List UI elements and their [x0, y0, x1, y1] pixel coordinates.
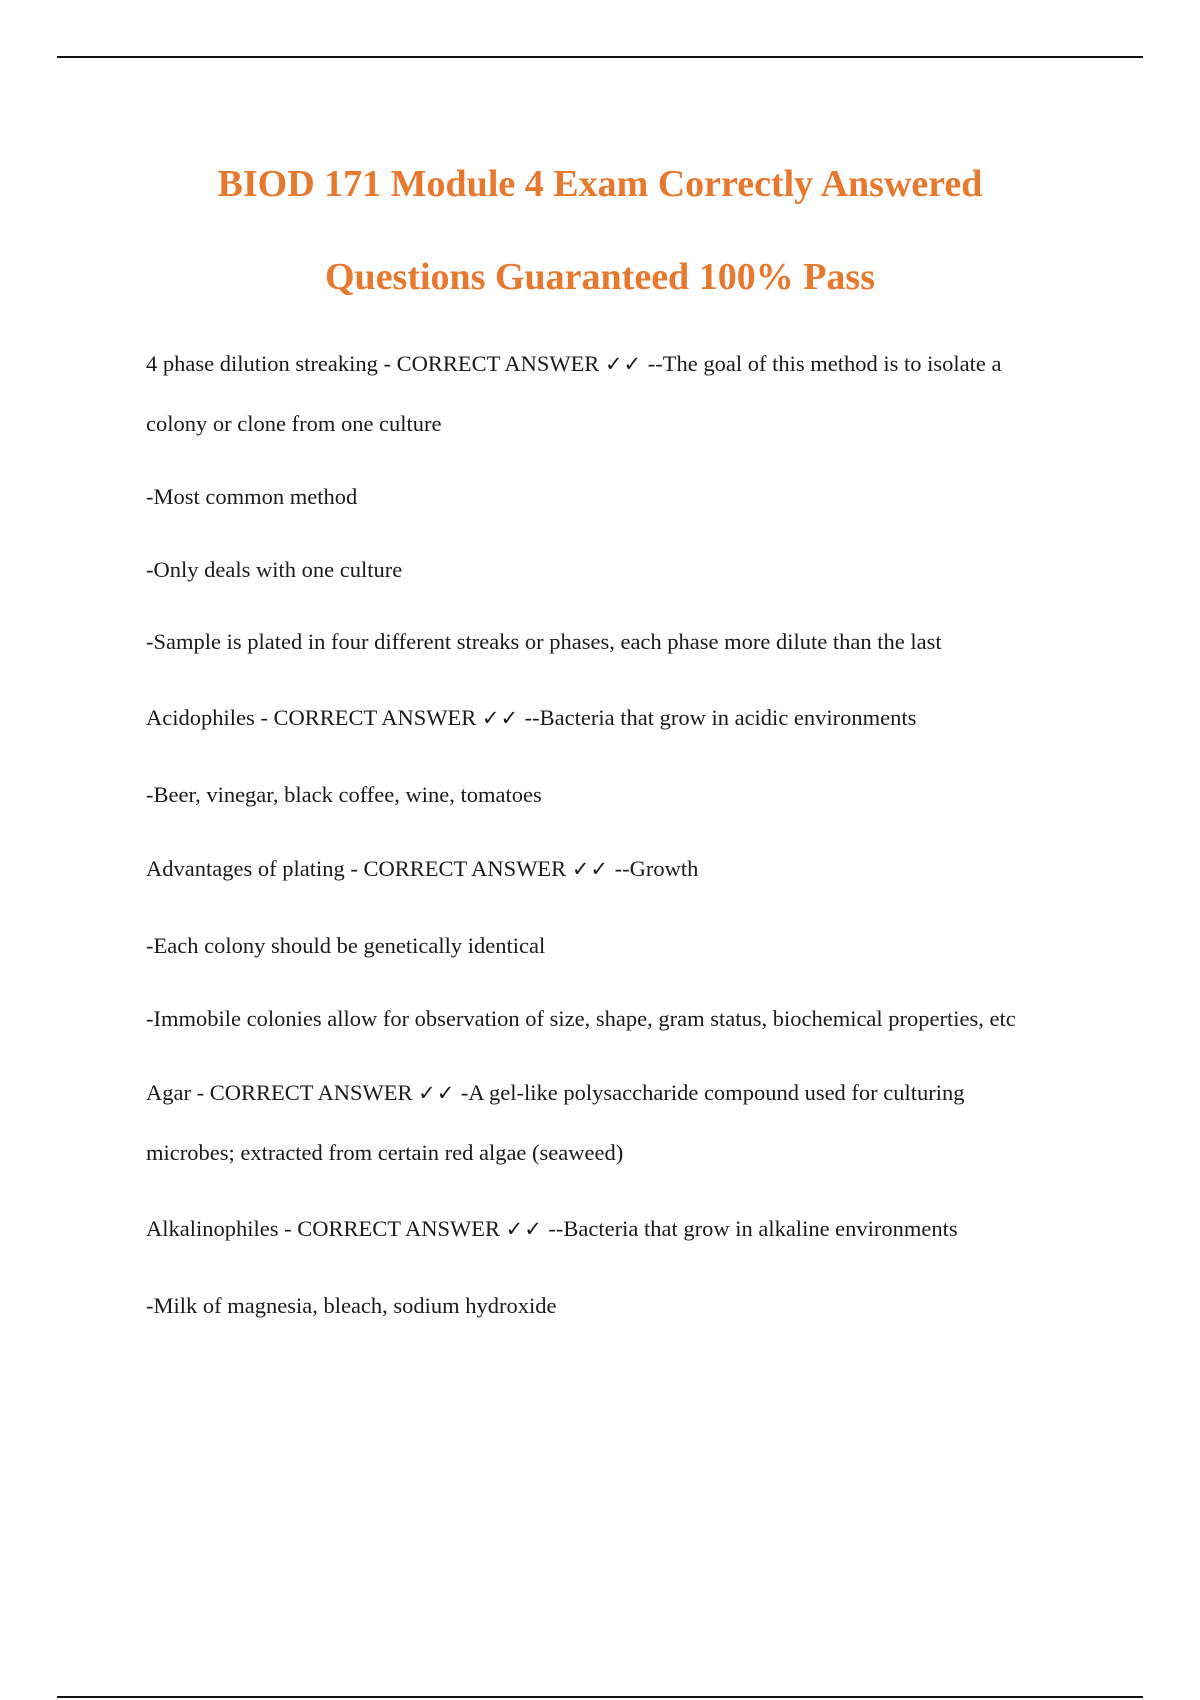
answer-continuation: colony or clone from one culture — [146, 411, 442, 436]
answer-note: -Milk of magnesia, bleach, sodium hydroxide — [146, 1293, 557, 1318]
answer-note: -Beer, vinegar, black coffee, wine, tomatoes — [146, 782, 542, 807]
double-check-mark-icon: ✓✓ — [505, 1217, 543, 1241]
question-line — [146, 703, 916, 733]
question-line — [146, 854, 698, 884]
answer-text: --Bacteria that grow in acidic environments — [519, 705, 917, 730]
title-line-2: Questions Guaranteed 100% Pass — [325, 256, 875, 298]
header-rule — [57, 56, 1143, 58]
double-check-mark-icon: ✓✓ — [571, 857, 610, 881]
answer-note: -Most common method — [146, 484, 358, 509]
question-term: 4 phase dilution streaking - CORRECT ANSWER — [146, 351, 600, 376]
answer-text: --Bacteria that grow in alkaline environments — [542, 1216, 958, 1241]
question-line — [146, 349, 1001, 379]
answer-text: --The goal of this method is to isolate a — [642, 351, 1002, 376]
document-title — [0, 138, 1200, 324]
answer-text: -A gel-like polysaccharide compound used for culturing — [455, 1080, 965, 1105]
question-line — [146, 1078, 965, 1108]
answer-note: -Each colony should be genetically identical — [146, 933, 546, 958]
answer-note: -Sample is plated in four different streaks or phases, each phase more dilute than the last — [146, 629, 942, 654]
answer-continuation: microbes; extracted from certain red algae (seaweed) — [146, 1140, 624, 1165]
question-term: Advantages of plating - CORRECT ANSWER — [146, 856, 567, 881]
title-line-1: BIOD 171 Module 4 Exam Correctly Answered — [217, 163, 983, 205]
double-check-mark-icon: ✓✓ — [418, 1081, 456, 1105]
double-check-mark-icon: ✓✓ — [481, 706, 520, 730]
answer-note: -Only deals with one culture — [146, 557, 403, 582]
double-check-mark-icon: ✓✓ — [604, 352, 643, 376]
question-line — [146, 1214, 958, 1244]
question-term: Alkalinophiles - CORRECT ANSWER — [146, 1216, 500, 1241]
answer-text: --Growth — [609, 856, 699, 881]
answer-note: -Immobile colonies allow for observation of size, shape, gram status, biochemical properties, etc — [146, 1006, 1016, 1031]
question-term: Agar - CORRECT ANSWER — [146, 1080, 413, 1105]
footer-rule — [57, 1696, 1143, 1698]
question-term: Acidophiles - CORRECT ANSWER — [146, 705, 477, 730]
